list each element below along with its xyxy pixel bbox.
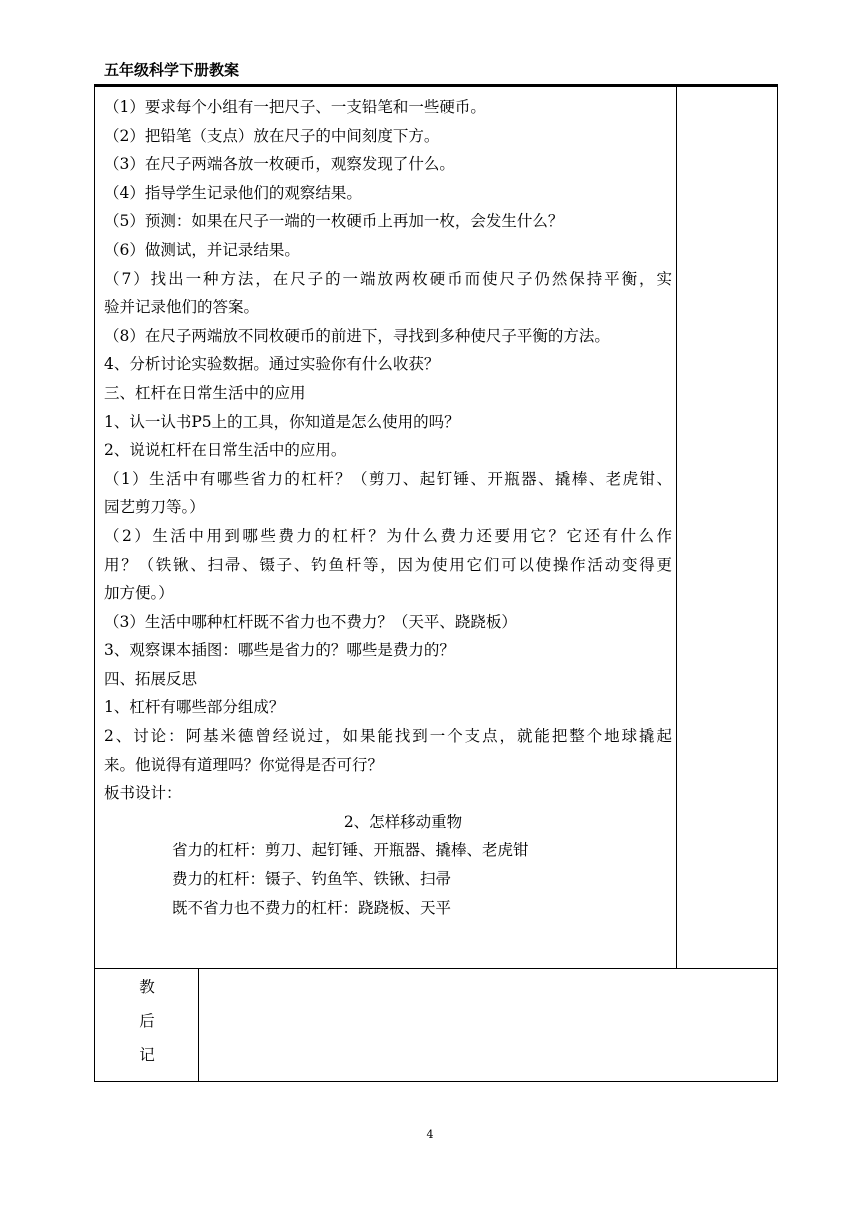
body-line: （6）做测试，并记录结果。: [104, 240, 300, 259]
row-divider: [94, 968, 778, 969]
board-design-title: 2、怎样移动重物: [343, 812, 463, 831]
table-left-border: [94, 87, 95, 1082]
reflection-label-char: 后: [139, 1012, 155, 1030]
notes-column-divider: [676, 87, 677, 968]
board-design-line: 省力的杠杆：剪刀、起钉锤、开瓶器、撬棒、老虎钳: [172, 841, 529, 860]
body-line: 2、说说杠杆在日常生活中的应用。: [104, 441, 347, 460]
body-line: 验并记录他们的答案。: [104, 298, 260, 317]
board-design-label: 板书设计：: [104, 784, 182, 803]
lesson-content: [104, 93, 672, 922]
reflection-label-char: 记: [139, 1046, 155, 1064]
body-line: （3）在尺子两端各放一枚硬币，观察发现了什么。: [104, 155, 455, 174]
body-line: 园艺剪刀等。）: [104, 498, 205, 517]
body-line: （2）生活中用到哪些费力的杠杆？为什么费力还要用它？它还有什么作: [104, 526, 672, 545]
body-line: 2、讨论：阿基米德曾经说过，如果能找到一个支点，就能把整个地球撬起: [104, 727, 672, 746]
board-design-line: 费力的杠杆：镊子、钓鱼竿、铁锹、扫帚: [172, 870, 452, 889]
body-line: 3、观察课本插图：哪些是省力的？哪些是费力的？: [104, 641, 455, 660]
body-line: （4）指导学生记录他们的观察结果。: [104, 183, 362, 202]
body-line: （2）把铅笔（支点）放在尺子的中间刻度下方。: [104, 126, 440, 145]
body-line: （5）预测：如果在尺子一端的一枚硬币上再加一枚，会发生什么？: [104, 212, 564, 231]
table-bottom-border: [94, 1081, 778, 1082]
reflection-label: [95, 970, 199, 1072]
reflection-label-char: 教: [139, 978, 155, 996]
section-heading: 四、拓展反思: [104, 669, 198, 688]
section-heading: 三、杠杆在日常生活中的应用: [104, 383, 306, 402]
table-right-border: [777, 87, 778, 1082]
body-line: 1、认一认书P5上的工具，你知道是怎么使用的吗？: [104, 412, 460, 431]
body-line: 4、分析讨论实验数据。通过实验你有什么收获？: [104, 355, 440, 374]
body-line: （3）生活中哪种杠杆既不省力也不费力？（天平、跷跷板）: [104, 612, 517, 631]
body-line: （1）生活中有哪些省力的杠杆？（剪刀、起钉锤、开瓶器、撬棒、老虎钳、: [104, 469, 672, 488]
document-header-title: 五年级科学下册教案: [104, 61, 240, 79]
body-line: 来。他说得有道理吗？你觉得是否可行？: [104, 755, 384, 774]
page-number: 4: [426, 1128, 434, 1141]
body-line: 加方便。）: [104, 584, 174, 603]
body-line: （1）要求每个小组有一把尺子、一支铅笔和一些硬币。: [104, 98, 486, 116]
body-line: 用？（铁锹、扫帚、镊子、钓鱼杆等，因为使用它们可以使操作活动变得更: [104, 555, 672, 574]
body-line: （8）在尺子两端放不同枚硬币的前进下，寻找到多种使尺子平衡的方法。: [104, 326, 610, 345]
body-line: 1、杠杆有哪些部分组成？: [104, 698, 285, 717]
body-line: （7）找出一种方法，在尺子的一端放两枚硬币而使尺子仍然保持平衡，实: [104, 269, 672, 288]
board-design-line: 既不省力也不费力的杠杆：跷跷板、天平: [172, 898, 452, 917]
